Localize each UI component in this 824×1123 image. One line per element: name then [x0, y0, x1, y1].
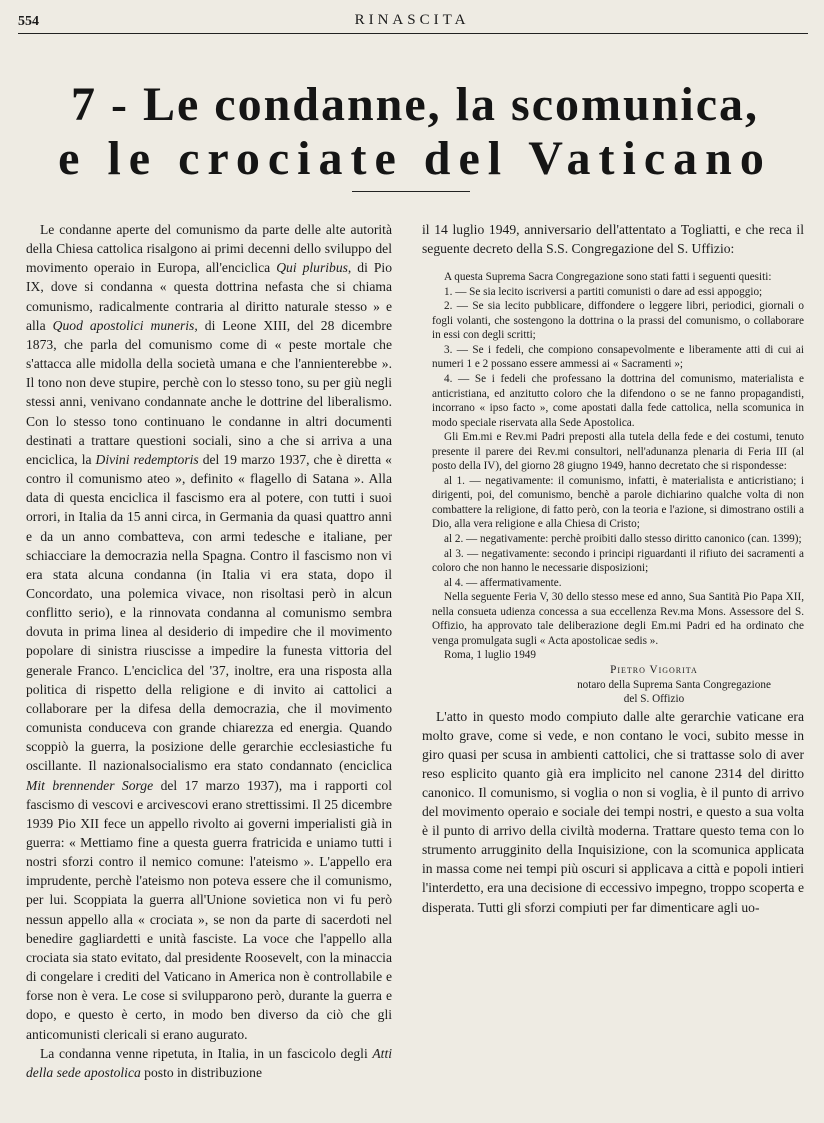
paragraph-continued: il 14 luglio 1949, anniversario dell'attentato a Togliatti, e che reca il seguente decreto della S.S. Congregazione del S. Uffizio: — [422, 222, 804, 257]
page-header — [18, 10, 806, 34]
article-title — [40, 78, 790, 186]
decree-line: Nella seguente Feria V, 30 dello stesso mese ed anno, Sua Santità Pio Papa XII, nella consueta udienza concessa a sua eccellenza Rev.ma Mons. Assessore del S. Offizio, ha approvato tale deliberazione degli Em.mi Padri ed ha ordinato che venga promulgata sugli « Acta apostolicae sedis ». — [432, 591, 804, 647]
encyclical-title: Mit brennender Sorge — [26, 777, 154, 793]
title-rule — [352, 191, 470, 192]
title-line-2: e le crociate del Vaticano — [58, 132, 772, 185]
right-column — [422, 220, 804, 917]
decree-question-4: 4. — Se i fedeli che professano la dottrina del comunismo, materialista e anticristiana, ed anzitutto coloro che la difendono o se ne fanno propagandisti, incorrano « ipso facto », come apostati dalla fede cattolica, nella scomunica in modo speciale riservata alla Sede Apostolica. — [432, 373, 804, 429]
decree-answer-4: al 4. — affermativamente. — [444, 576, 562, 589]
decree-quote — [432, 270, 804, 706]
decree-answer-3: al 3. — negativamente: secondo i principi riguardanti il rifiuto dei sacramenti a coloro che non hanno le necessarie disposizioni; — [432, 547, 804, 575]
encyclical-title: Quod apostolici muneris — [52, 317, 195, 333]
decree-question-2: 2. — Se sia lecito pubblicare, diffondere o leggere libri, periodici, giornali o fogli volanti, che sostengono la dottrina o la prassi del comunismo, o collaborare in essi con degli scritti; — [432, 300, 804, 342]
signature-role: notaro della Suprema Santa Congregazione — [577, 678, 771, 691]
left-column — [26, 220, 392, 1082]
publication-title: Atti della sede apostolica — [26, 1045, 392, 1080]
decree-line: Gli Em.mi e Rev.mi Padri preposti alla tutela della fede e dei costumi, tenuto presente il parere dei Rev.mi consultori, nell'adunanza plenaria di Feria III (al posto della IV), del giorno 28 giugno 1949, hanno decretato che si rispondesse: — [432, 431, 804, 473]
title-line-1: 7 - Le condanne, la scomunica, — [70, 78, 760, 131]
page-number: 554 — [18, 14, 39, 29]
signature-name: Pietro Vigorita — [610, 663, 698, 676]
decree-answer-1: al 1. — negativamente: il comunismo, infatti, è materialista e anticristiano; i dirigenti, poi, del comunismo, benchè a parole dichiarino qualche volta di non combattere la religione, di fatto però, con la teoria e l'azione, si dimostrano ostili a Dio, alla vera religione e alla Chiesa di Cristo; — [432, 474, 804, 531]
paragraph-1: Le condanne aperte del comunismo da parte delle alte autorità della Chiesa cattolica risalgono ai primi decenni dello sviluppo del movimento operaio in Europa, all'enciclica Qui pluribus, di Pio IX, dove si condanna « questa dottrina nefasta che si chiama comunismo, radicalmente contraria al diritto naturale stesso » e alla Quod apostolici muneris, di Leone XIII, del 28 dicembre 1873, che parla del comunismo come di « peste mortale che s'attacca alle midolla della società umana e che l'annienterebbe ». Il tono non deve stupire, perchè con lo stesso tono, su per giù negli stessi anni, venivano condannate anche le dottrine del liberalismo. Con lo stesso tono continuano le condanne in altri documenti destinati a trattare questioni sociali, sino a che si arriva a una enciclica, la Divini redemptoris del 19 marzo 1937, che è diretta « contro il comunismo ateo », definito « flagello di Satana ». Alla data di questa enciclica il fascismo era al potere, con tutti i suoi orrori, in Italia da 15 anni circa, in Germania da quasi quattro anni e da un anno combatteva, con armi tedesche e italiane, per schiacciare la democrazia nella Spagna. Contro il fascismo non vi era stata alcuna condanna (in Italia vi era stata, dopo il Concordato, una polemica vivace, non risoltasi però in alcun conflitto serio), e la rinnovata condanna al comunismo sembra dovuta in prima linea al desiderio di impedire che il movimento popolare di sinistra riuscisse a impedire la funesta vittoria del generale Franco. L'enciclica del '37, inoltre, era una risposta alla politica di rispetto della religione e di invito ai cattolici a collaborare per la difesa della democrazia, che il movimento comunista conduceva con grande chiarezza ed energia. Quando scoppiò la guerra, la posizione delle gerarchie ecclesiastiche fu oscillante. Il nazionalsocialismo era stato condannato (enciclica Mit brennender Sorge del 17 marzo 1937), ma i rapporti col fascismo di vescovi e arcivescovi erano strettissimi. Il 25 dicembre 1939 Pio XII fece un appello rivolto ai governi imperialisti già in guerra: « Mettiamo fine a questa guerra fratricida e uniamo tutti i nostri sforzi contro il nemico comune: l'ateismo ». L'appello era imprudente, perchè l'ateismo non poteva essere che il comunismo, per lui. Scoppiata la guerra all'Unione sovietica non vi fu però nessun appello alla « crociata », se non da parte di sacerdoti nel benedire gagliardetti e unità fasciste. La voce che l'appello alla crociata sia stato evitato, dal presidente Roosevelt, con la minaccia di congelare i crediti del Vaticano in America non è controllabile e forse non è vera. Le cose si svilupparono però, durante la guerra e dopo, e questo è certo, in modo ben diverso da ciò che gli anticomunisti clericali si erano augurato. — [26, 222, 392, 1042]
encyclical-title: Qui pluribus — [276, 260, 348, 276]
encyclical-title: Divini redemptoris — [95, 451, 199, 467]
decree-date: Roma, 1 luglio 1949 — [444, 649, 536, 662]
decree-answer-2: al 2. — negativamente: perchè proibiti dallo stesso diritto canonico (can. 1399); — [444, 533, 802, 546]
signature-role: del S. Offizio — [623, 693, 685, 706]
paragraph-3: L'atto in questo modo compiuto dalle alte gerarchie vaticane era molto grave, come si vede, e non contano le voci, subito messe in giro quasi per scusa in ambienti cattolici, che si trattasse solo di aver reso esplicito quanto già era implicito nel canone 2314 del diritto canonico. Il comunismo, si voglia o non si voglia, è il punto di arrivo del movimento operaio e sociale dei tempi nostri, e questo a sua volta è il punto di arrivo della civiltà moderna. Trattare questo tema con lo strumento arrugginito della Inquisizione, con la scomunica applicata in massa come nei tempi più oscuri si applicava a città e popoli intieri l'interdetto, era una decisione di eccessivo impegno, troppo scoperta e disperata. Tutti gli sforzi compiuti per far dimenticare agli uo- — [422, 708, 804, 915]
paragraph-2: La condanna venne ripetuta, in Italia, in un fascicolo degli Atti della sede apostolica posto in distribuzione — [26, 1045, 392, 1080]
decree-line: A questa Suprema Sacra Congregazione sono stati fatti i seguenti quesiti: — [444, 271, 772, 284]
header-rule — [18, 33, 808, 34]
decree-question-1: 1. — Se sia lecito iscriversi a partiti comunisti o dare ad essi appoggio; — [444, 285, 763, 298]
running-title: RINASCITA — [354, 12, 470, 28]
decree-question-3: 3. — Se i fedeli, che compiono consapevolmente e liberamente atti di cui ai numeri 1 e 2 possano essere ammessi ai « Sacramenti »; — [432, 343, 804, 371]
